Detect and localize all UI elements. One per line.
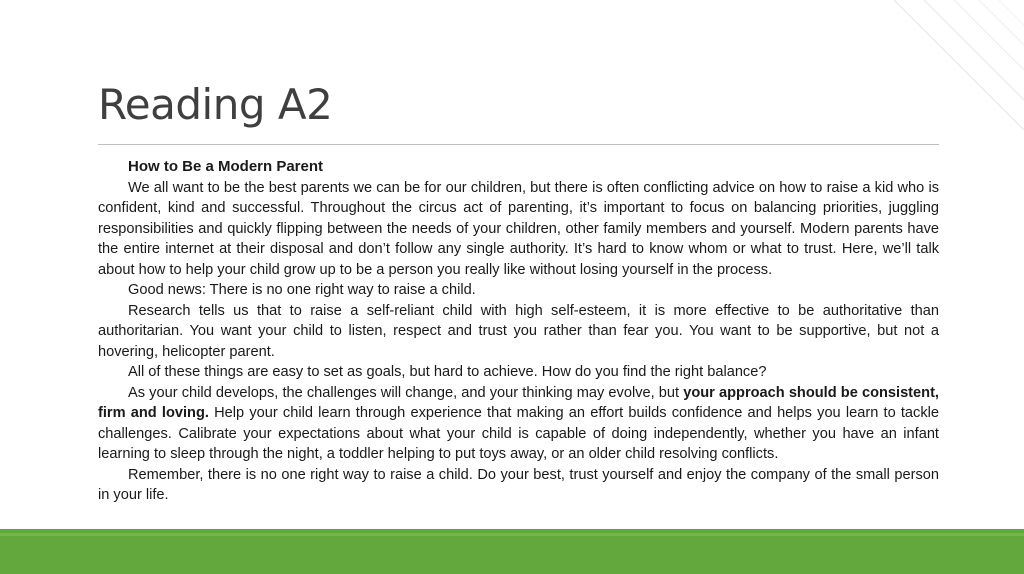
title-divider [98,144,939,145]
article-paragraph-2: Good news: There is no one right way to raise a child. [128,282,476,298]
footer-accent-line [0,533,1024,536]
article-paragraph-1: We all want to be the best parents we can be for our children, but there is often conflicting advice on how to raise a kid who is confident, kind and successful. Throughout the circus act of parenting, it’s important to focus on balancing priorities, juggling responsibilities and quickly flipping between the needs of your children, other family members and yourself. Modern parents have the entire internet at their disposal and don’t follow any single authority. It’s hard to know whom or what to trust. Here, we’ll talk about how to help your child grow up to be a person you really like without losing yourself in the process. [98,179,939,278]
article-heading: How to Be a Modern Parent [128,158,324,175]
article-paragraph-4: All of these things are easy to set as goals, but hard to achieve. How do you find the right balance? [128,364,767,380]
corner-decoration [884,0,1024,150]
article-paragraph-3: Research tells us that to raise a self-reliant child with high self-esteem, it is more effective to be authoritative than authoritarian. You want your child to listen, respect and trust you rather than fear you. You want to be supportive, but not a hovering, helicopter parent. [98,302,939,360]
slide-title: Reading A2 [98,80,333,129]
paragraph-5-start: As your child develops, the challenges will change, and your thinking may evolve, but [128,384,684,401]
paragraph-5-end: Help your child learn through experience that making an effort builds confidence and helps you learn to tackle challenges. Calibrate your expectations about what your child is capable of doing independently, whether you have an infant learning to sleep through the night, a toddler helping to put toys away, or an older child resolving conflicts. [98,405,939,462]
article-paragraph-6: Remember, there is no one right way to raise a child. Do your best, trust yourself and enjoy the company of the small person in your life. [98,466,939,503]
paragraph-5-emphasis: your approach should be consistent, firm and loving. [98,384,939,421]
article-body [98,157,939,506]
article-paragraph-5 [98,383,939,465]
footer-accent-bar [0,529,1024,574]
